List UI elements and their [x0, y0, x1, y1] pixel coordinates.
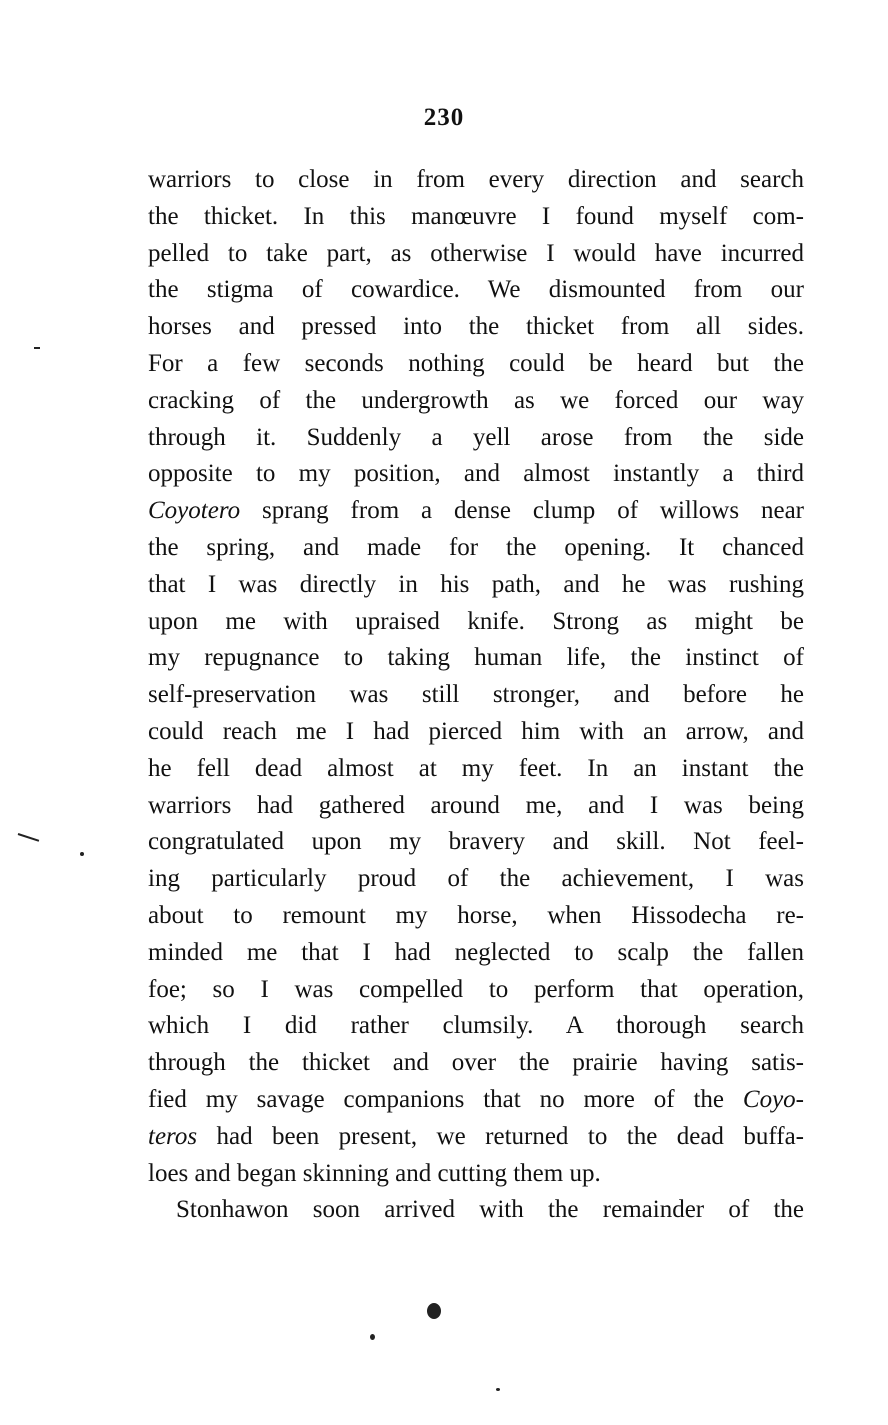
text-line — [148, 1082, 804, 1119]
text-line: that I was directly in his path, and he was rushing — [148, 570, 804, 598]
text-line: self-preservation was still stronger, and before he — [148, 681, 804, 709]
text-line: ing particularly proud of the achievement, I was — [148, 865, 804, 893]
text-line: upon me with upraised knife. Strong as might be — [148, 607, 804, 635]
text-line: congratulated upon my bravery and skill. Not feel- — [148, 828, 804, 856]
text-run: had been present, we returned to the dead buffa- — [197, 1122, 804, 1150]
text-run: fied my savage companions that no more of the — [148, 1085, 743, 1113]
text-line: which I did rather clumsily. A thorough search — [148, 1012, 804, 1040]
text-line: horses and pressed into the thicket from all sides. — [148, 313, 804, 341]
text-line: the thicket. In this manœuvre I found myself com- — [148, 202, 804, 230]
italic-term: Coyotero — [148, 497, 241, 525]
ink-speck — [496, 1388, 500, 1391]
text-line: through the thicket and over the prairie having satis- — [148, 1049, 804, 1077]
text-line: my repugnance to taking human life, the instinct of — [148, 644, 804, 672]
text-line — [148, 1119, 804, 1156]
ink-speck — [427, 1303, 441, 1319]
text-line: he fell dead almost at my feet. In an instant the — [148, 754, 804, 782]
ink-speck — [370, 1334, 375, 1340]
text-line: For a few seconds nothing could be heard but the — [148, 349, 804, 377]
text-line: Stonhawon soon arrived with the remainder of the — [176, 1196, 804, 1224]
text-line: foe; so I was compelled to perform that operation, — [148, 975, 804, 1003]
italic-term: Coyo- — [742, 1085, 804, 1113]
text-line: opposite to my position, and almost instantly a third — [148, 460, 804, 488]
text-line: could reach me I had pierced him with an arrow, and — [148, 717, 804, 745]
italic-term: teros — [148, 1122, 198, 1150]
text-line: the stigma of cowardice. We dismounted from our — [148, 276, 804, 304]
text-line: cracking of the undergrowth as we forced our way — [148, 386, 804, 414]
text-line: minded me that I had neglected to scalp the fallen — [148, 938, 804, 966]
page-number: 230 — [423, 104, 465, 131]
text-line: about to remount my horse, when Hissodecha re- — [148, 901, 804, 929]
text-line: warriors had gathered around me, and I was being — [148, 791, 804, 819]
text-line: the spring, and made for the opening. It chanced — [148, 533, 804, 561]
text-line: pelled to take part, as otherwise I would have incurred — [148, 239, 804, 267]
ink-speck — [34, 347, 40, 349]
text-line — [148, 493, 804, 530]
ink-speck — [80, 852, 84, 856]
text-line: warriors to close in from every direction and search — [148, 166, 804, 193]
ink-mark — [18, 833, 40, 842]
text-line: loes and began skinning and cutting them up. — [148, 1159, 601, 1187]
text-line: through it. Suddenly a yell arose from the side — [148, 423, 804, 451]
body-text — [148, 162, 804, 1229]
text-run: sprang from a dense clump of willows near — [240, 497, 804, 525]
